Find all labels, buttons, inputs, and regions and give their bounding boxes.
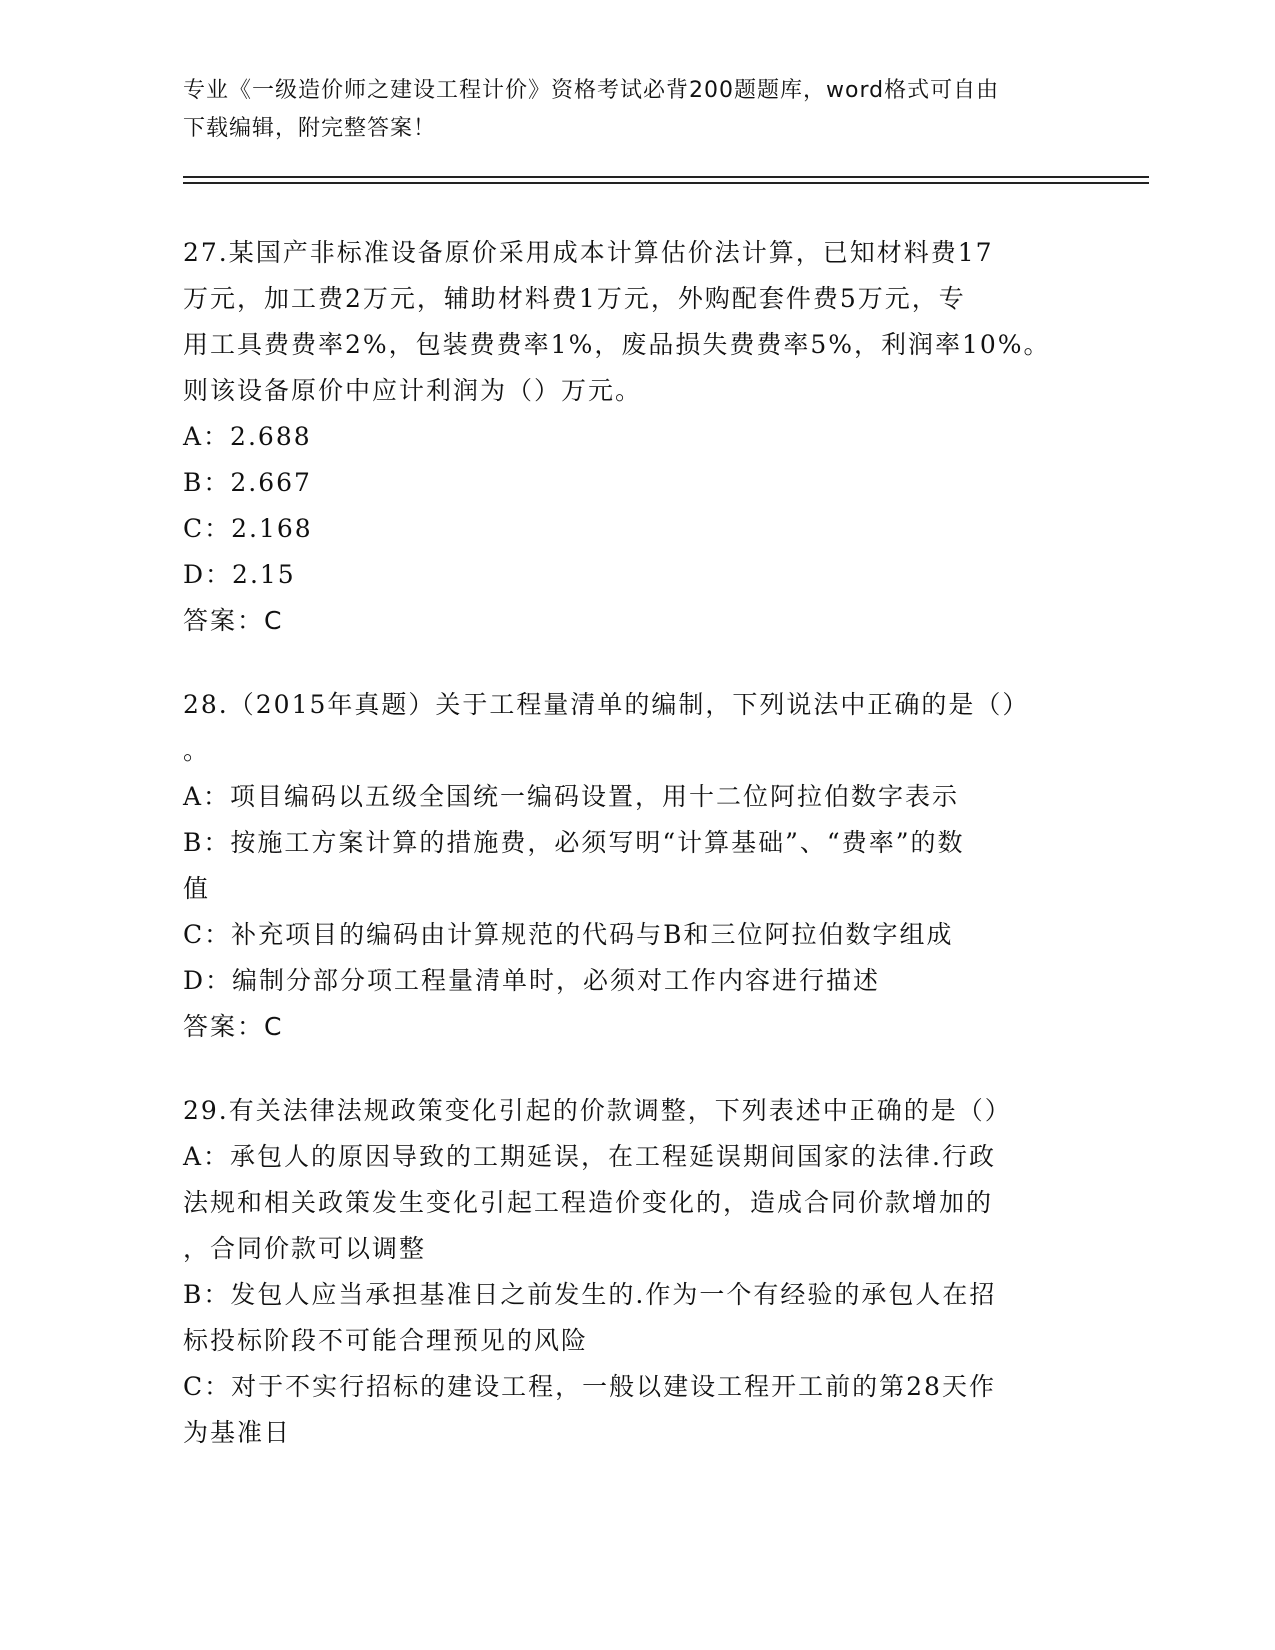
question-stem bbox=[183, 230, 1083, 414]
option-a bbox=[183, 774, 1083, 820]
option-a bbox=[183, 1134, 1083, 1272]
option-line: 标投标阶段不可能合理预见的风险 bbox=[183, 1326, 589, 1355]
header-line: 下载编辑，附完整答案！ bbox=[183, 116, 437, 141]
header-line: 专业《一级造价师之建设工程计价》资格考试必背200题题库，word格式可自由 bbox=[183, 78, 1000, 103]
question-stem bbox=[183, 682, 1083, 774]
answer-text: 答案：C bbox=[183, 606, 284, 635]
question-27 bbox=[183, 230, 1083, 644]
option-line: B：2.667 bbox=[183, 468, 312, 497]
option-line: B：按施工方案计算的措施费，必须写明“计算基础”、“费率”的数 bbox=[183, 828, 965, 857]
stem-line: 万元，加工费2万元，辅助材料费1万元，外购配套件费5万元，专 bbox=[183, 284, 966, 313]
stem-line: 29.有关法律法规政策变化引起的价款调整，下列表述中正确的是（） bbox=[183, 1096, 1012, 1125]
answer-text: 答案：C bbox=[183, 1012, 284, 1041]
option-line: A：项目编码以五级全国统一编码设置，用十二位阿拉伯数字表示 bbox=[183, 782, 960, 811]
option-b bbox=[183, 820, 1083, 912]
option-line: C：对于不实行招标的建设工程，一般以建设工程开工前的第28天作 bbox=[183, 1372, 996, 1401]
option-line: ，合同价款可以调整 bbox=[183, 1234, 427, 1263]
question-28 bbox=[183, 682, 1083, 1050]
stem-line: 。 bbox=[183, 736, 211, 765]
option-line: A：承包人的原因导致的工期延误，在工程延误期间国家的法律.行政 bbox=[183, 1142, 997, 1171]
question-29 bbox=[183, 1088, 1083, 1456]
stem-line: 28.（2015年真题）关于工程量清单的编制，下列说法中正确的是（） bbox=[183, 690, 1030, 719]
option-line: D：编制分部分项工程量清单时，必须对工作内容进行描述 bbox=[183, 966, 881, 995]
option-a bbox=[183, 414, 1083, 460]
option-line: 值 bbox=[183, 874, 211, 903]
question-stem bbox=[183, 1088, 1083, 1134]
stem-line: 则该设备原价中应计利润为（）万元。 bbox=[183, 376, 643, 405]
option-b bbox=[183, 1272, 1083, 1364]
option-line: C：2.168 bbox=[183, 514, 313, 543]
document-header bbox=[183, 72, 1063, 148]
option-line: A：2.688 bbox=[183, 422, 312, 451]
option-line: 为基准日 bbox=[183, 1418, 292, 1447]
option-d bbox=[183, 958, 1083, 1004]
option-c bbox=[183, 1364, 1083, 1456]
option-line: D：2.15 bbox=[183, 560, 296, 589]
option-line: 法规和相关政策发生变化引起工程造价变化的，造成合同价款增加的 bbox=[183, 1188, 994, 1217]
header-divider bbox=[183, 176, 1149, 178]
option-line: C：补充项目的编码由计算规范的代码与B和三位阿拉伯数字组成 bbox=[183, 920, 954, 949]
option-b bbox=[183, 460, 1083, 506]
option-d bbox=[183, 552, 1083, 598]
option-c bbox=[183, 912, 1083, 958]
stem-line: 用工具费费率2%，包装费费率1%，废品损失费费率5%，利润率10%。 bbox=[183, 330, 1051, 359]
option-c bbox=[183, 506, 1083, 552]
stem-line: 27.某国产非标准设备原价采用成本计算估价法计算，已知材料费17 bbox=[183, 238, 994, 267]
option-line: B：发包人应当承担基准日之前发生的.作为一个有经验的承包人在招 bbox=[183, 1280, 997, 1309]
question-list bbox=[183, 230, 1083, 1494]
header-divider bbox=[183, 182, 1149, 184]
